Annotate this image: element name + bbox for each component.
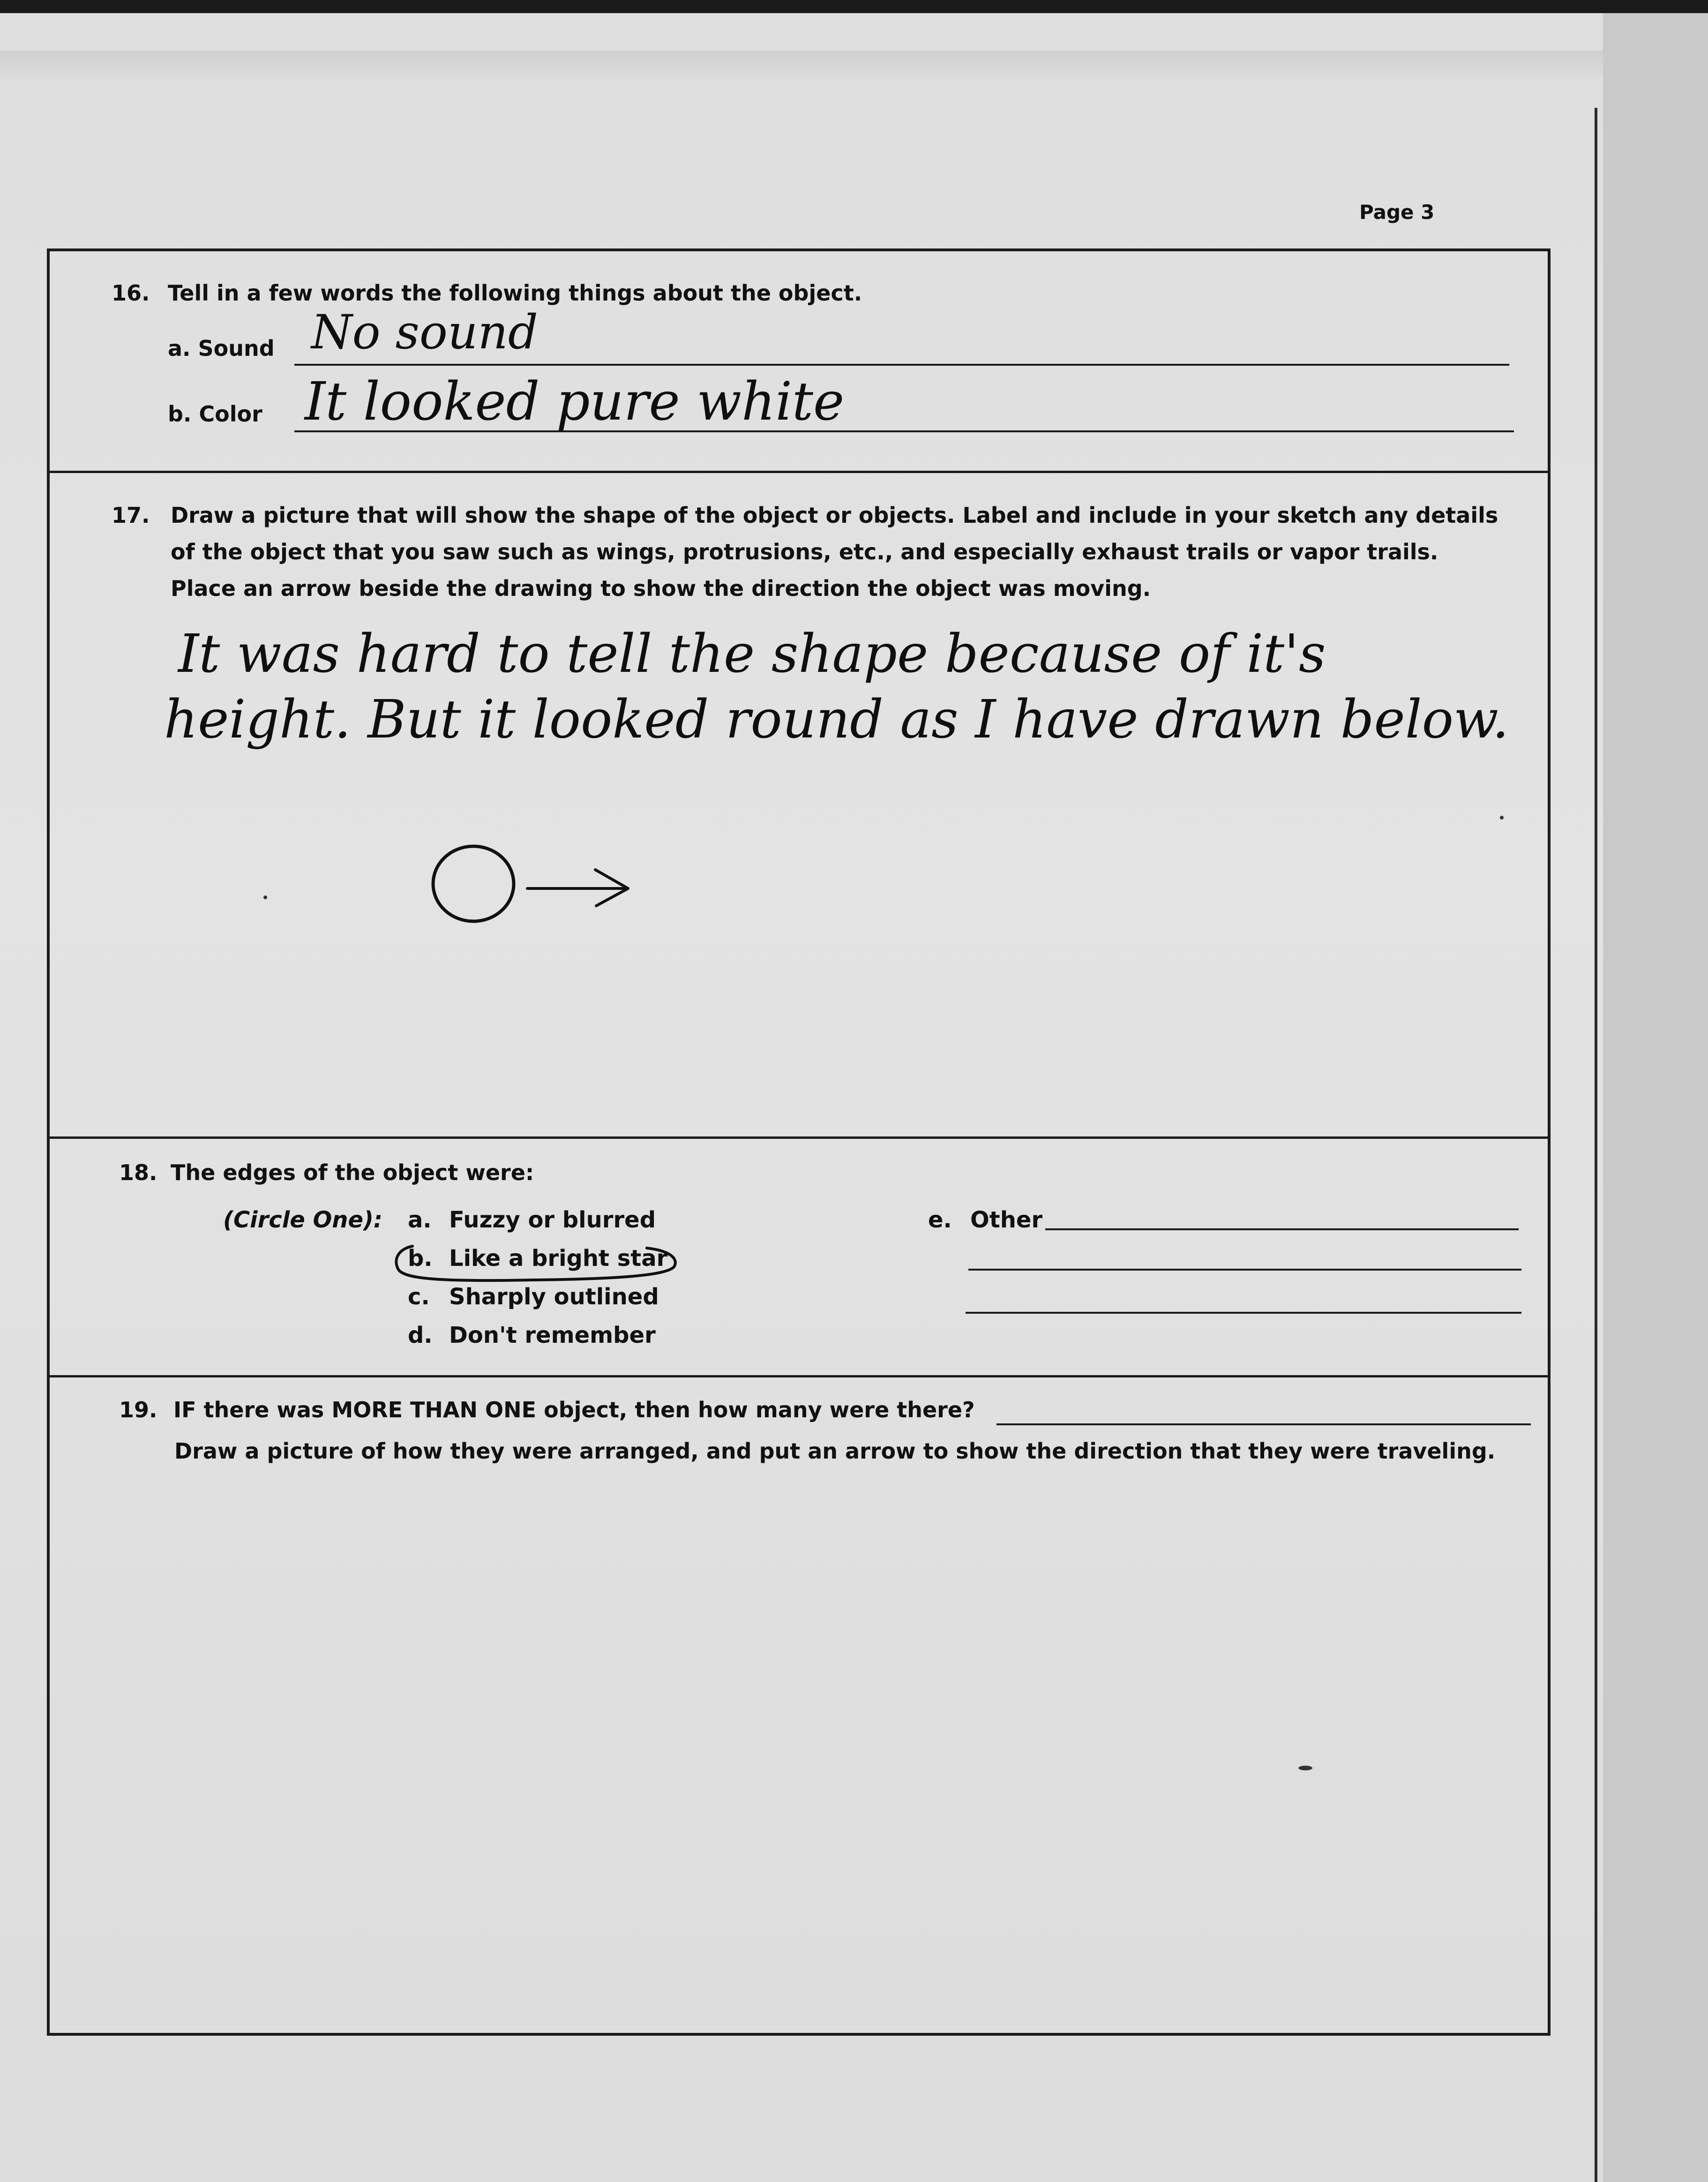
q16-prompt: Tell in a few words the following things about the object. — [168, 280, 862, 306]
section-divider-18-19 — [47, 1375, 1551, 1377]
q18-instruction: (Circle One): — [223, 1207, 383, 1233]
page-number: Page 3 — [1359, 201, 1435, 224]
q18-option-d-letter: d. — [408, 1322, 433, 1348]
object-sketch-circle — [433, 846, 514, 921]
q16-color-answer: It looked pure white — [305, 371, 845, 432]
scan-speck — [263, 895, 267, 899]
scan-speck — [1298, 1766, 1312, 1770]
q18-other-line1 — [1045, 1228, 1519, 1230]
q17-answer-line1: It was hard to tell the shape because of it's — [178, 624, 1326, 685]
q18-option-e: Other — [970, 1207, 1043, 1233]
scan-top-border — [0, 0, 1708, 13]
q18-option-d: Don't remember — [449, 1322, 656, 1348]
q19-prompt-line1: IF there was MORE THAN ONE object, then how many were there? — [173, 1397, 975, 1422]
q17-prompt-line2: of the object that you saw such as wings, protrusions, etc., and especially exhaust trails or vapor trails. — [171, 539, 1438, 564]
q18-number: 18. — [119, 1160, 157, 1185]
q17-answer-line2: height. But it looked round as I have drawn below. — [164, 689, 1509, 750]
q17-prompt-line1: Draw a picture that will show the shape of the object or objects. Label and include in your sketch any details — [171, 503, 1498, 528]
q18-option-b-letter: b. — [408, 1245, 433, 1272]
q18-option-a-letter: a. — [408, 1207, 432, 1233]
scan-right-edge — [1595, 108, 1597, 2182]
q19-count-line — [996, 1423, 1531, 1425]
object-sketch-arrow — [527, 870, 628, 906]
q16-sound-line — [294, 364, 1509, 366]
scan-shadow — [0, 51, 1603, 79]
q18-other-line2 — [968, 1269, 1521, 1271]
scan-speck — [1500, 816, 1504, 820]
q17-prompt-line3: Place an arrow beside the drawing to show the direction the object was moving. — [171, 576, 1151, 601]
q19-prompt-line2: Draw a picture of how they were arranged, and put an arrow to show the direction that they were traveling. — [174, 1438, 1496, 1464]
q16-number: 16. — [112, 280, 150, 306]
q19-number: 19. — [119, 1397, 157, 1422]
q18-option-e-letter: e. — [928, 1207, 952, 1233]
q18-other-line3 — [966, 1312, 1521, 1314]
section-divider-17-18 — [47, 1136, 1551, 1139]
q18-option-c: Sharply outlined — [449, 1284, 659, 1310]
q18-prompt: The edges of the object were: — [171, 1160, 534, 1185]
q18-option-b: Like a bright star — [449, 1245, 668, 1272]
q16-color-label: b. Color — [168, 401, 262, 427]
q16-sound-answer: No sound — [311, 305, 538, 360]
q16-sound-label: a. Sound — [168, 336, 275, 361]
q18-option-b-circle-mark — [384, 1236, 684, 1287]
object-sketch — [422, 830, 647, 933]
section-divider-16-17 — [47, 471, 1551, 473]
q17-number: 17. — [112, 503, 150, 528]
q18-option-c-letter: c. — [408, 1284, 430, 1310]
q18-option-a: Fuzzy or blurred — [449, 1207, 656, 1233]
